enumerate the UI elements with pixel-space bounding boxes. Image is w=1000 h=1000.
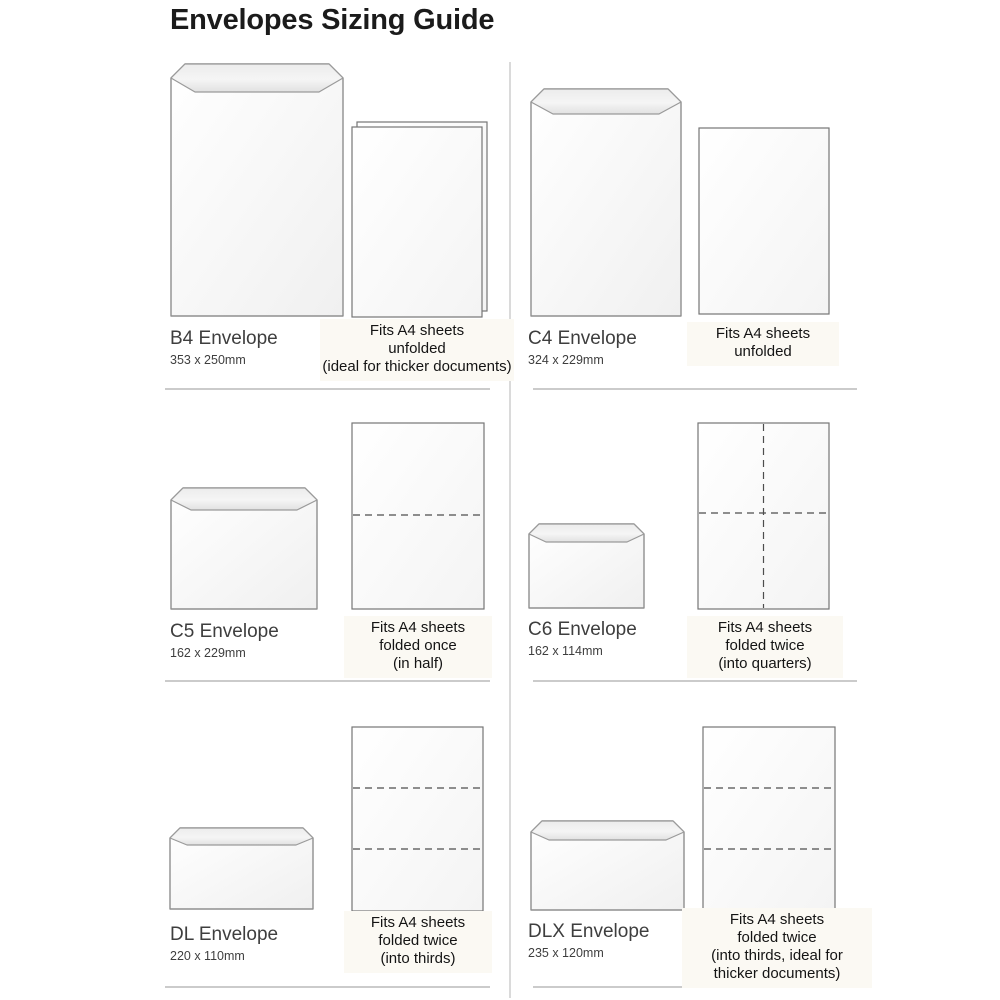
envelope-name: DLX Envelope <box>528 921 650 942</box>
envelope-flap <box>170 828 313 845</box>
dl-envelope-illustration <box>169 827 314 910</box>
c4-caption <box>687 322 839 366</box>
b4-caption <box>320 319 514 381</box>
envelope-flap <box>171 488 317 510</box>
caption-line: unfolded <box>388 340 446 357</box>
envelope-size: 220 x 110mm <box>170 949 245 963</box>
row-divider-2-right <box>533 680 857 682</box>
caption-line: (ideal for thicker documents) <box>322 358 512 375</box>
row-divider-1-right <box>533 388 857 390</box>
caption-line: thicker documents) <box>713 965 841 982</box>
c5-label <box>170 621 279 660</box>
b4-paper-stack-illustration <box>351 121 489 319</box>
c6-label <box>528 619 637 658</box>
dlx-label <box>528 921 649 960</box>
envelope-flap <box>531 821 684 840</box>
caption-line: Fits A4 sheets <box>717 619 813 636</box>
envelope-flap <box>529 524 644 542</box>
envelope-size: 324 x 229mm <box>528 353 604 367</box>
column-divider <box>509 62 511 998</box>
caption-line: Fits A4 sheets <box>715 325 811 342</box>
caption-line: folded once <box>379 637 457 654</box>
c6-caption <box>687 616 843 678</box>
envelope-flap <box>171 64 343 92</box>
paper-sheet <box>699 128 829 314</box>
envelope-flap <box>531 89 681 114</box>
dlx-envelope-illustration <box>530 820 685 911</box>
caption-line: folded twice <box>725 637 805 654</box>
envelope-size: 235 x 120mm <box>528 946 604 960</box>
envelope-body <box>171 64 343 316</box>
envelope-name: C4 Envelope <box>528 328 637 349</box>
dlx-caption <box>682 908 872 988</box>
envelope-size: 162 x 114mm <box>528 644 603 658</box>
caption-line: (into thirds, ideal for <box>711 947 843 964</box>
c4-label <box>528 328 637 367</box>
dl-caption <box>344 911 492 973</box>
caption-line: folded twice <box>737 929 817 946</box>
envelope-name: DL Envelope <box>170 924 279 945</box>
dl-label <box>170 924 278 963</box>
paper-sheet <box>703 727 835 911</box>
envelope-size: 353 x 250mm <box>170 353 246 367</box>
b4-label <box>170 328 278 367</box>
paper-sheet-front <box>352 127 482 317</box>
paper-sheet <box>352 727 483 911</box>
caption-line: folded twice <box>378 932 458 949</box>
envelope-name: B4 Envelope <box>170 328 278 349</box>
c6-paper-illustration <box>697 422 830 610</box>
row-divider-1-left <box>165 388 490 390</box>
paper-sheet <box>352 423 484 609</box>
page-title: Envelopes Sizing Guide <box>170 4 495 36</box>
caption-line: Fits A4 sheets <box>729 911 825 928</box>
caption-line: Fits A4 sheets <box>370 619 466 636</box>
envelope-name: C6 Envelope <box>528 619 637 640</box>
c4-paper-illustration <box>698 127 830 315</box>
envelope-name: C5 Envelope <box>170 621 279 642</box>
row-divider-2-left <box>165 680 490 682</box>
c4-envelope-illustration <box>530 88 682 317</box>
caption-line: Fits A4 sheets <box>369 322 465 339</box>
caption-line: Fits A4 sheets <box>370 914 466 931</box>
b4-envelope-illustration <box>170 63 344 317</box>
dl-paper-illustration <box>351 726 484 912</box>
caption-line: (into quarters) <box>718 655 812 672</box>
row-divider-3-left <box>165 986 490 988</box>
dlx-paper-illustration <box>702 726 836 912</box>
caption-line: (in half) <box>392 655 444 672</box>
caption-line: (into thirds) <box>380 950 456 967</box>
caption-line: unfolded <box>734 343 792 360</box>
c5-caption <box>344 616 492 678</box>
envelope-body <box>531 89 681 316</box>
envelope-size: 162 x 229mm <box>170 646 246 660</box>
c5-paper-illustration <box>351 422 485 610</box>
c6-envelope-illustration <box>528 523 645 609</box>
c5-envelope-illustration <box>170 487 318 610</box>
